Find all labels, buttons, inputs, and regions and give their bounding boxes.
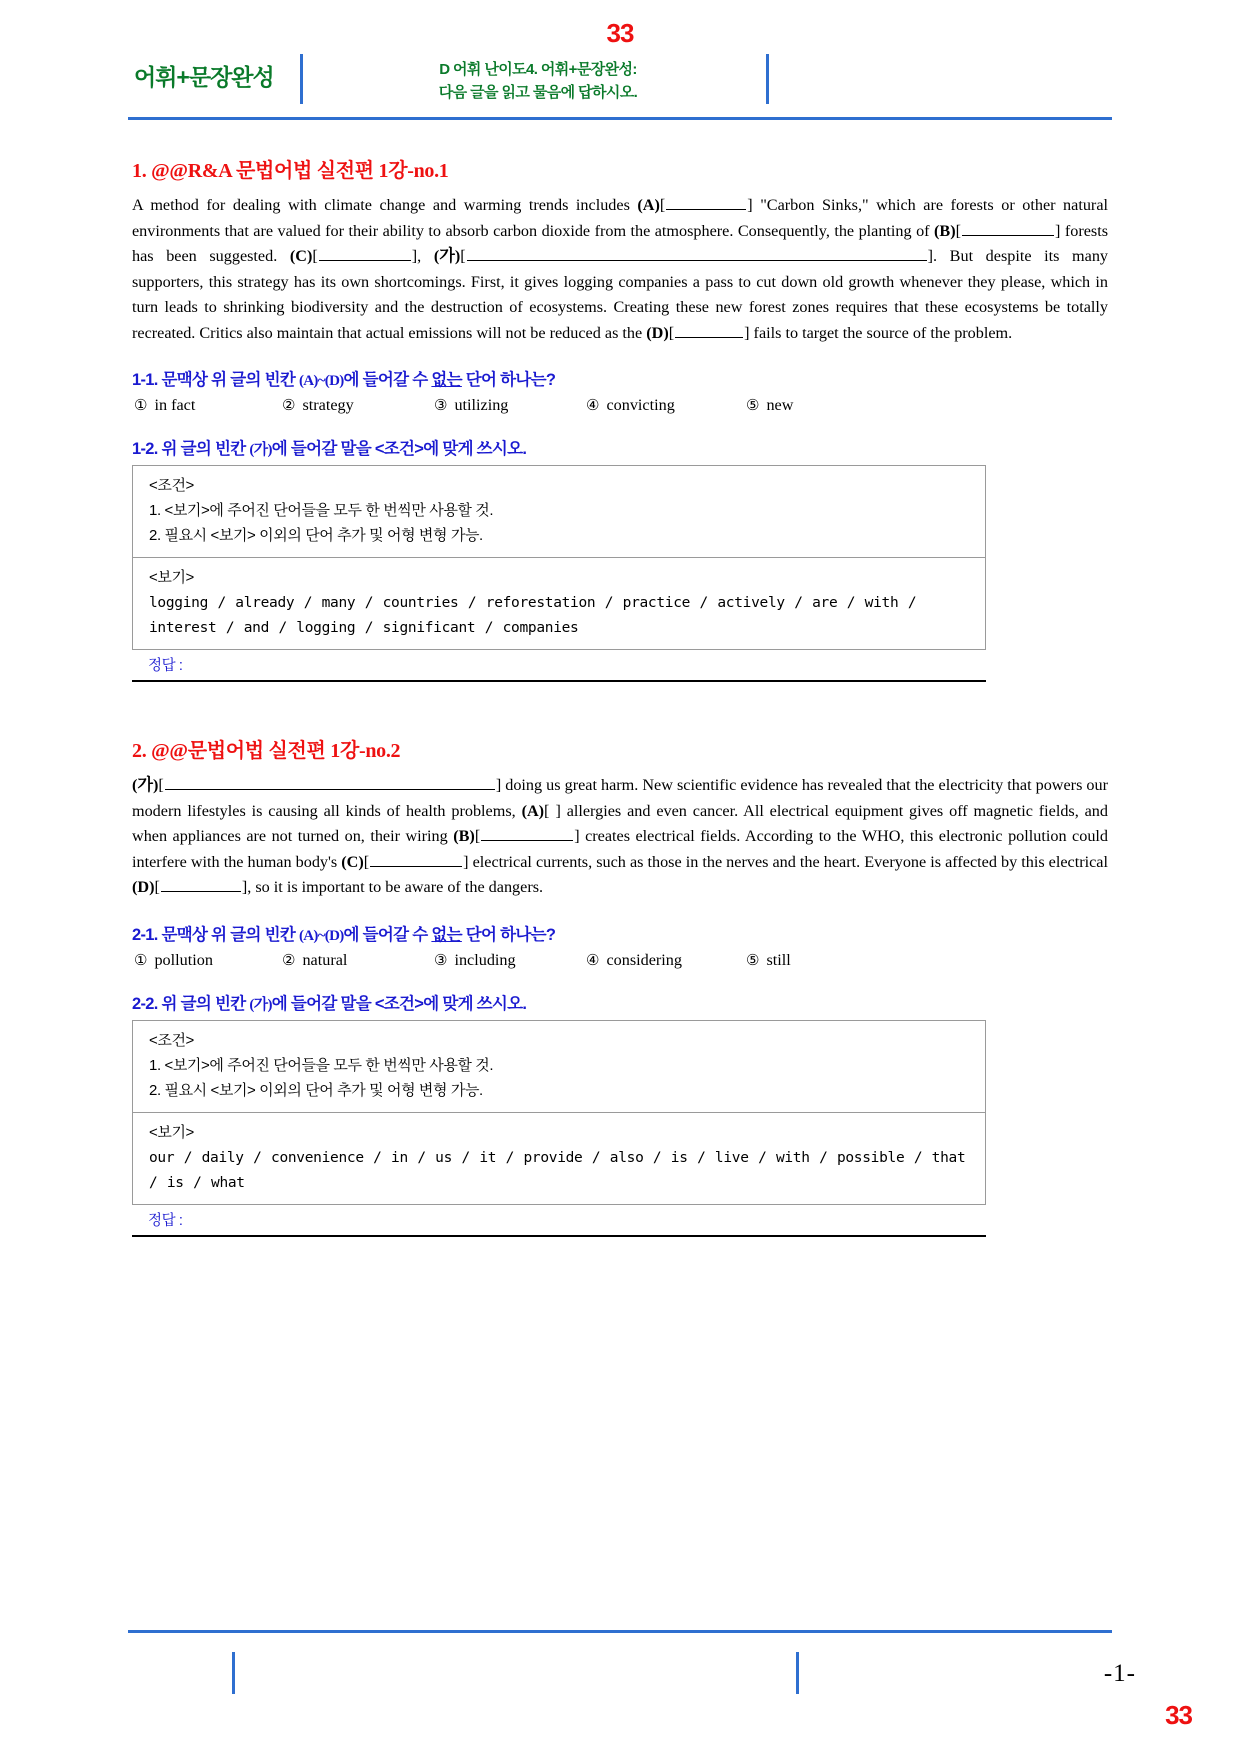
passage-blank-field[interactable] [467,246,927,261]
passage-blank-field[interactable] [165,775,495,790]
page-header [128,52,1112,110]
choice-5[interactable] [746,396,866,415]
question-1-bogi-section [133,558,985,649]
page-number-bottom: 33 [1165,1700,1192,1730]
header-divider-right [766,54,769,104]
question-2-condition-item-2: 2. 필요시 <보기> 이외의 단어 추가 및 어형 변형 가능. [149,1081,483,1099]
choice-2-label: strategy [302,396,354,414]
question-1-answer-label: 정답 : [148,658,183,674]
question-1-2-prompt [132,435,1112,459]
question-block-2 [128,734,1112,1237]
passage-blank-marker: (B) [453,827,475,845]
page-footer [128,1640,1136,1700]
choice-1-number: ① [134,398,148,414]
question-2-1-prompt [132,921,1112,945]
question-1-title: 1. @@R&A 문법어법 실전편 1강-no.1 [132,160,449,182]
question-2-title: 2. @@문법어법 실전편 1강-no.2 [132,740,401,762]
question-1-1-range: (A)~(D) [298,373,344,389]
question-1-1-choices [134,396,1112,415]
passage-blank-marker: (A) [521,801,545,820]
question-1-answer-line[interactable] [132,652,986,682]
choice-3[interactable] [434,951,586,970]
passage-blank-field[interactable] [481,826,573,841]
question-2-1-underlined: 없는 [431,925,462,944]
choice-4-label: convicting [606,396,675,414]
passage-blank-marker: (C) [289,247,313,265]
question-1-2-marker: (가) [249,442,272,458]
passage-blank-field[interactable] [666,195,746,210]
question-1-1-prompt [132,366,1112,390]
question-2-2-prompt [132,990,1112,1014]
question-2-condition-label: <조건> [149,1031,194,1049]
choice-1-label: pollution [154,950,213,969]
question-1-1-number: 1-1. [132,371,158,389]
question-1-1-underlined: 없는 [431,371,462,389]
choice-2-number: ② [282,398,296,414]
page-content [128,140,1112,1237]
header-instruction [318,58,758,105]
choice-2[interactable] [282,396,434,415]
choice-1-number: ① [134,952,148,969]
header-rule [128,117,1112,120]
question-1-2-text-after: 에 들어갈 말을 <조건>에 맞게 쓰시오. [271,440,527,458]
question-2-passage: (가)[ ] doing us great harm. New scientific evidence has revealed that the electricity that powers our modern lifestyles is causing all kinds of health problems, (A)[ ] allergies and even cancer. All electrical equipment gives off magnetic fields, and when appliances are not turned on, their wiring (B)[ ] creates electrical fields. According to the WHO, this electronic pollution could interfere with the human body's (C)[ ] electrical currents, such as those in the nerves and the heart. Everyone is affected by this electrical (D)[ ], so it is important to be aware of the dangers. [132,776,1109,896]
choice-5-label: still [766,950,791,969]
footer-page-label: -1- [1103,1660,1136,1687]
question-2-answer-line[interactable] [132,1207,986,1237]
choice-4[interactable] [586,396,746,415]
passage-blank-field[interactable] [370,852,462,867]
question-1-condition-section [133,466,985,558]
choice-3-number: ③ [434,398,448,414]
choice-4-label: considering [606,950,682,969]
question-1-condition-label: <조건> [149,477,194,494]
choice-1[interactable] [134,396,282,415]
passage-blank-field[interactable] [550,801,554,816]
question-2-2-number: 2-2. [132,994,158,1013]
question-2-1-text-before: 문맥상 위 글의 빈칸 [157,925,299,944]
question-2-2-text-before: 위 글의 빈칸 [157,994,250,1013]
header-instruction-line2: 다음 글을 읽고 물음에 답하시오. [438,84,638,102]
footer-divider-left [232,1652,235,1694]
passage-blank-field[interactable] [319,246,411,261]
question-1-bogi-words: logging / already / many / countries / reforestation / practice / actively / are / with / interest / and / logging / significant / companies [149,595,917,636]
question-1-condition-item-2: 2. 필요시 <보기> 이외의 단어 추가 및 어형 변형 가능. [149,527,483,544]
question-1-1-text-before: 문맥상 위 글의 빈칸 [157,371,299,389]
choice-5[interactable] [746,951,866,970]
question-2-1-text-mid: 에 들어갈 수 [343,925,432,944]
passage-blank-marker: (B) [934,221,956,240]
choice-5-number: ⑤ [746,952,760,969]
question-2-2-text-after: 에 들어갈 말을 <조건>에 맞게 쓰시오. [271,994,527,1013]
question-1-condition-box [132,465,986,650]
question-2-1-range: (A)~(D) [298,927,344,944]
question-2-condition-section [133,1021,985,1113]
header-divider-left [300,54,303,104]
question-2-1-number: 2-1. [132,925,158,944]
passage-blank-marker: (A) [637,196,660,214]
question-1-1-text-after: 단어 하나는? [461,371,556,389]
passage-blank-marker: (D) [132,878,155,896]
choice-2[interactable] [282,951,434,970]
question-2-bogi-words: our / daily / convenience / in / us / it / provide / also / is / live / with / possible / that / is / what [149,1149,966,1191]
header-brand-label: 어휘+문장완성 [134,64,274,90]
choice-3-label: utilizing [454,396,509,414]
choice-4[interactable] [586,951,746,970]
passage-blank-field[interactable] [962,221,1054,236]
question-2-condition-item-1: 1. <보기>에 주어진 단어들을 모두 한 번씩만 사용할 것. [149,1056,494,1074]
question-1-1-text-mid: 에 들어갈 수 [343,371,432,389]
choice-3[interactable] [434,396,586,415]
question-1-2-text-before: 위 글의 빈칸 [157,440,250,458]
choice-1-label: in fact [154,396,196,414]
passage-blank-marker: (C) [341,852,364,871]
passage-blank-marker: (D) [646,323,669,342]
question-1-condition-item-1: 1. <보기>에 주어진 단어들을 모두 한 번씩만 사용할 것. [149,502,494,519]
choice-4-number: ④ [586,398,600,414]
footer-rule [128,1630,1112,1633]
question-1-passage: A method for dealing with climate change and warming trends includes (A)[ ] "Carbon Sinks," which are forests or other natural environments that are valued for their ability to absorb carbon dioxide from the atmosphere. Consequently, the planting of (B)[ ] forests has been suggested. (C)[ ], (가)[ ]. But despite its many supporters, this strategy has its own shortcomings. First, it gives logging companies a pass to cut down old growth whenever they please, which in turn leads to shrinking biodiversity and the destruction of ecosystems. Creating these new forest zones requires that these ecosystems be totally recreated. Critics also maintain that actual emissions will not be reduced as the (D)[ ] fails to target the source of the problem. [132,196,1109,342]
choice-3-number: ③ [434,952,448,969]
question-2-2-marker: (가) [249,996,272,1013]
choice-5-number: ⑤ [746,398,760,414]
passage-blank-marker: (가) [433,247,461,265]
choice-3-label: including [454,950,516,969]
question-2-condition-box [132,1020,986,1205]
question-1-bogi-label: <보기> [149,569,194,586]
question-2-answer-label: 정답 : [148,1212,183,1229]
passage-blank-marker: (가) [132,776,159,794]
choice-5-label: new [766,396,794,414]
question-2-1-choices [134,951,1112,970]
page-number-top: 33 [606,18,634,48]
question-block-1 [128,154,1112,682]
footer-divider-right [796,1652,799,1694]
choice-2-label: natural [302,950,348,969]
question-2-bogi-section [133,1113,985,1204]
question-1-2-number: 1-2. [132,440,158,458]
choice-2-number: ② [282,952,296,969]
passage-blank-field[interactable] [675,323,743,338]
question-2-bogi-label: <보기> [149,1123,194,1141]
passage-blank-field[interactable] [161,877,241,892]
choice-1[interactable] [134,951,282,970]
question-2-1-text-after: 단어 하나는? [461,925,556,944]
choice-4-number: ④ [586,952,600,969]
header-instruction-line1: D 어휘 난이도4. 어휘+문장완성: [439,61,637,78]
